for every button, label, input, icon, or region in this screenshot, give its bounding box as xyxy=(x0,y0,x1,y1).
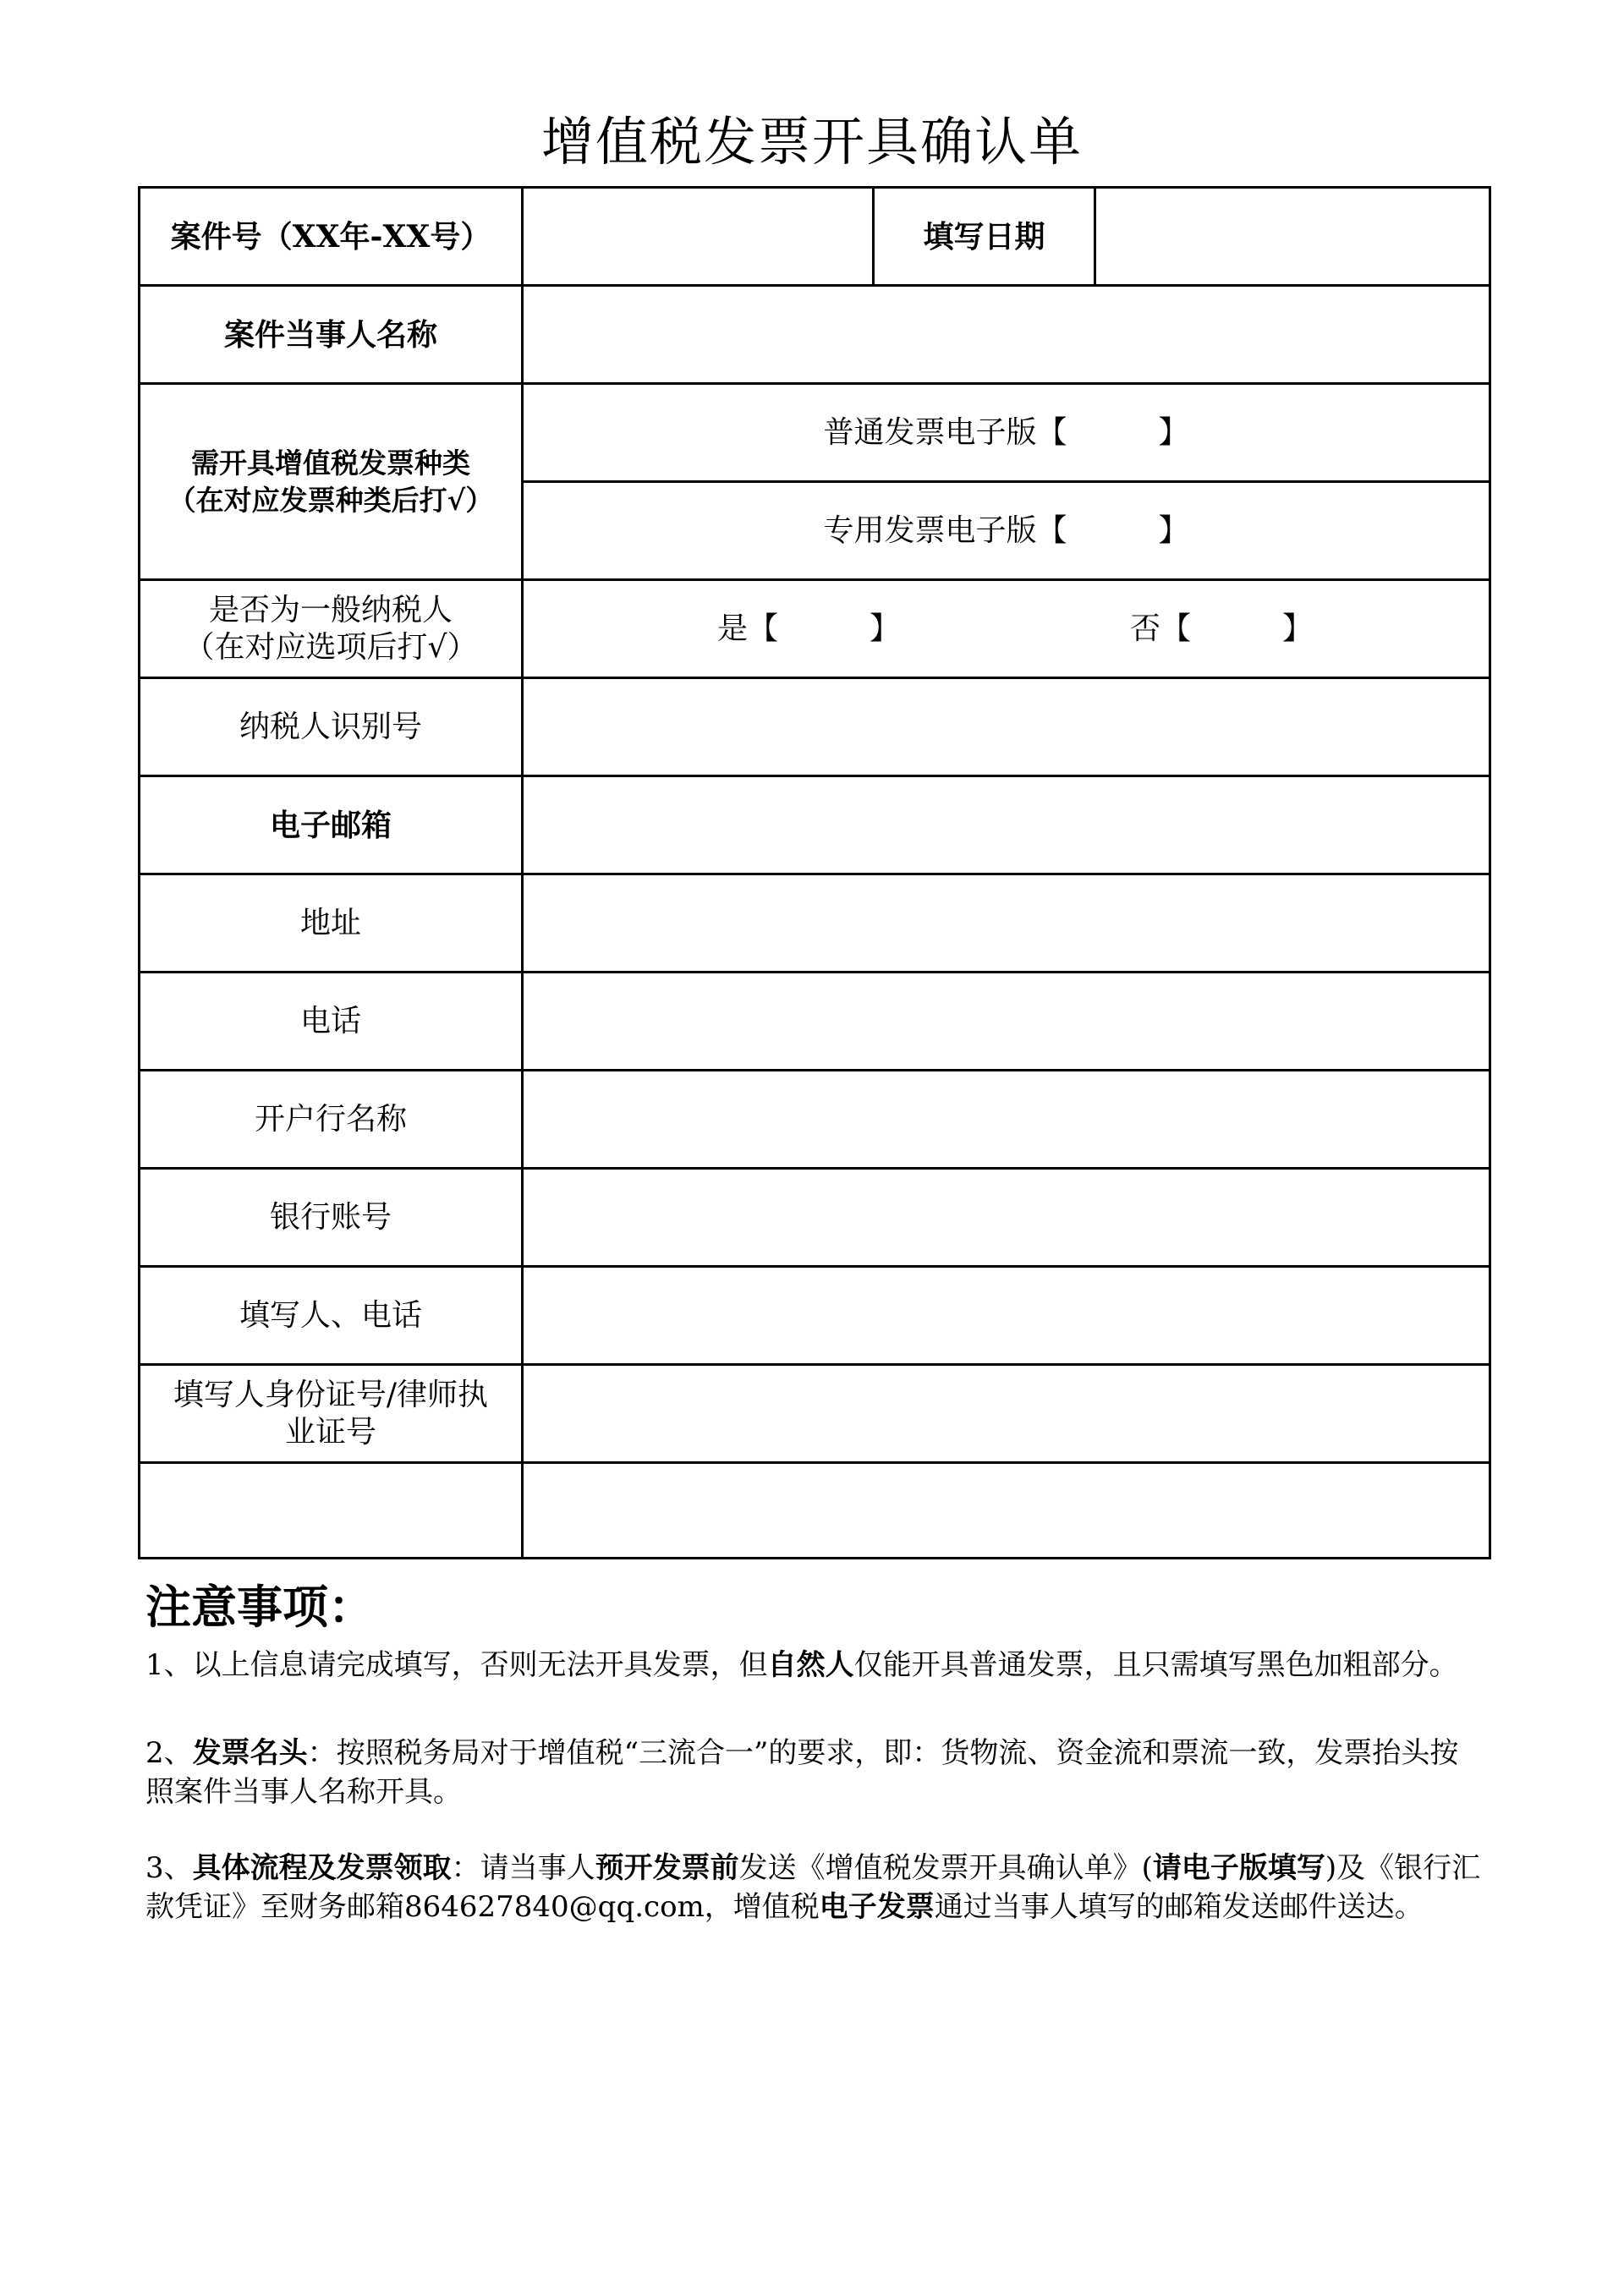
note-3-bold-electronic-fill: 请电子版填写 xyxy=(1152,1851,1325,1885)
note-2 xyxy=(145,1734,1486,1811)
bank-account-field[interactable] xyxy=(524,1170,1489,1265)
fill-date-label: 填写日期 xyxy=(923,218,1045,255)
note-3-text-g: )及《银行汇款凭证》至财务邮箱864627840@qq.com，增值税 xyxy=(145,1851,1481,1924)
invoice-type-label-line2: （在对应发票种类后打√） xyxy=(167,483,494,517)
note-1-text-a: 1、以上信息请完成填写，否则无法开具发票，但 xyxy=(145,1648,768,1682)
note-3-bold-process: 具体流程及发票领取 xyxy=(192,1851,452,1885)
filler-id-field[interactable] xyxy=(524,1366,1489,1461)
invoice-type-special-option[interactable]: 专用发票电子版【 】 xyxy=(823,512,1189,548)
email-label: 电子邮箱 xyxy=(269,807,392,843)
note-3-text-i: 通过当事人填写的邮箱发送邮件送达。 xyxy=(934,1890,1424,1924)
party-name-label: 案件当事人名称 xyxy=(223,316,437,353)
case-no-label: 案件号（XX年-XX号） xyxy=(170,218,491,255)
general-taxpayer-label xyxy=(140,581,521,677)
general-taxpayer-yes-option[interactable]: 是【 】 xyxy=(716,611,900,646)
phone-field[interactable] xyxy=(524,973,1489,1069)
filler-phone-field[interactable] xyxy=(524,1268,1489,1363)
taxpayer-id-label: 纳税人识别号 xyxy=(239,709,422,744)
note-3-text-a: 3、 xyxy=(145,1851,193,1885)
note-2-text-a: 2、 xyxy=(145,1736,193,1770)
filler-id-label xyxy=(140,1366,521,1461)
note-2-text-c: ：按照税务局对于增值税“三流合一”的要求，即：货物流、资金流和票流一致，发票抬头按照案件当事人名称开具。 xyxy=(145,1736,1459,1809)
invoice-type-label xyxy=(140,385,521,578)
phone-label: 电话 xyxy=(299,1003,361,1038)
note-3-text-c: ：请当事人 xyxy=(451,1851,595,1885)
notes-heading: 注意事项： xyxy=(145,1580,374,1634)
case-no-field[interactable] xyxy=(524,189,872,284)
address-field[interactable] xyxy=(524,875,1489,971)
filler-phone-label: 填写人、电话 xyxy=(239,1297,422,1333)
bank-account-label: 银行账号 xyxy=(269,1199,392,1235)
email-field[interactable] xyxy=(524,777,1489,873)
note-3-bold-e-invoice: 电子发票 xyxy=(819,1890,935,1924)
blank-value-cell[interactable] xyxy=(524,1464,1489,1557)
invoice-form-table xyxy=(138,186,1491,1559)
note-1-text-c: 仅能开具普通发票，且只需填写黑色加粗部分。 xyxy=(853,1648,1458,1682)
invoice-type-label-line1: 需开具增值税发票种类 xyxy=(191,446,470,479)
document-title: 增值税发票开具确认单 xyxy=(540,111,1083,173)
filler-id-label-line2: 业证号 xyxy=(284,1414,376,1449)
filler-id-label-line1: 填写人身份证号/律师执 xyxy=(173,1377,489,1412)
invoice-type-ordinary-option[interactable]: 普通发票电子版【 】 xyxy=(823,414,1189,450)
address-label: 地址 xyxy=(299,905,361,940)
note-1 xyxy=(145,1646,1486,1685)
blank-label-cell[interactable] xyxy=(140,1464,521,1557)
party-name-field[interactable] xyxy=(524,287,1489,382)
note-3 xyxy=(145,1849,1486,1926)
general-taxpayer-label-line1: 是否为一般纳税人 xyxy=(208,592,453,627)
bank-name-label: 开户行名称 xyxy=(254,1101,407,1137)
bank-name-field[interactable] xyxy=(524,1071,1489,1167)
fill-date-field[interactable] xyxy=(1096,189,1489,284)
note-2-bold-title: 发票名头 xyxy=(192,1736,308,1770)
general-taxpayer-no-option[interactable]: 否【 】 xyxy=(1130,611,1314,646)
note-1-bold-natural-person: 自然人 xyxy=(767,1648,854,1682)
general-taxpayer-label-line2: （在对应选项后打√） xyxy=(184,629,478,665)
note-3-bold-before-invoice: 预开发票前 xyxy=(595,1851,739,1885)
note-3-text-e: 发送《增值税发票开具确认单》( xyxy=(738,1851,1153,1885)
taxpayer-id-field[interactable] xyxy=(524,679,1489,775)
